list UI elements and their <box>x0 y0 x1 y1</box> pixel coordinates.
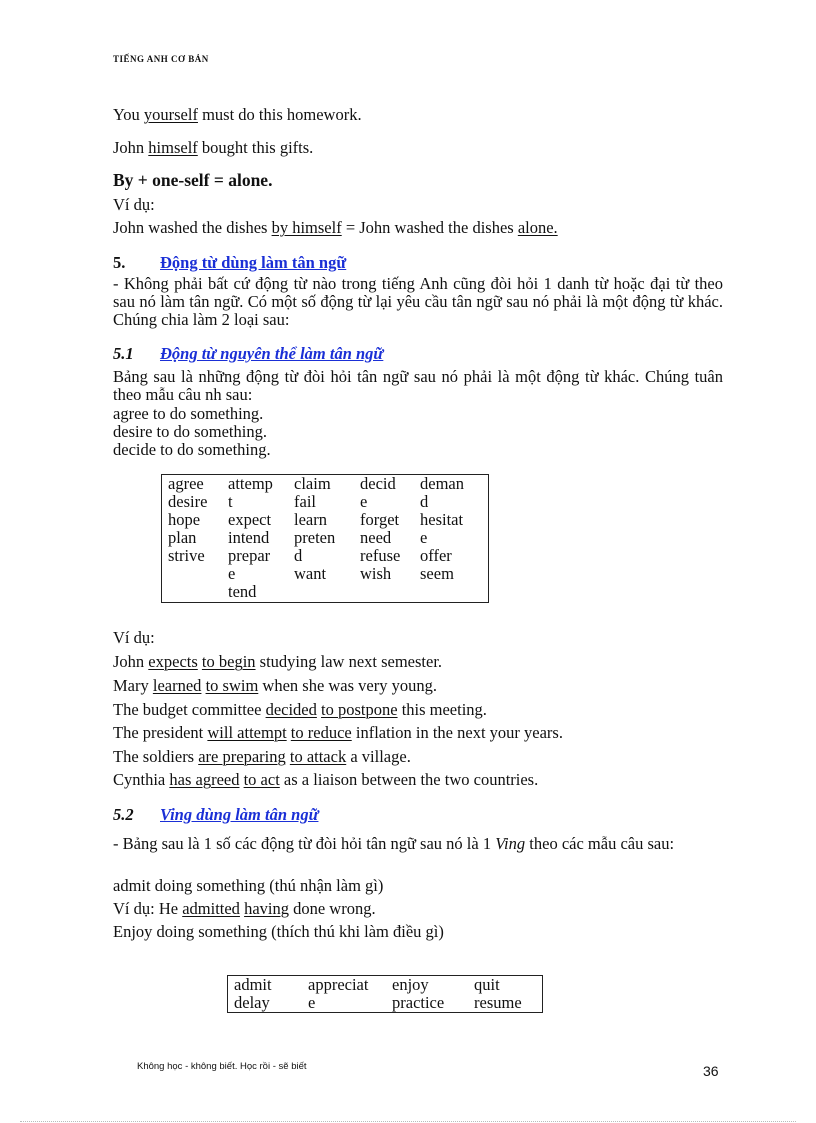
page-bottom-rule <box>20 1121 796 1122</box>
section-title: Động từ dùng làm tân ngữ <box>160 253 347 272</box>
section-5-1-paragraph: Bảng sau là những động từ đòi hỏi tân ngữ sau nó phải là một động từ khác. Chúng tuân theo mẫu câu nh sau: <box>113 367 723 404</box>
example-line: Cynthia has agreed to act as a liaison between the two countries. <box>113 770 539 789</box>
vidu-label: Ví dụ: <box>113 195 155 214</box>
example-line: John himself bought this gifts. <box>113 138 314 157</box>
vidu-label: Ví dụ: <box>113 628 155 647</box>
running-header: TIẾNG ANH CƠ BẢN <box>113 54 209 64</box>
rule-by-oneself: By + one-self = alone. <box>113 170 273 190</box>
table-cell: decid e forget need refuse wish <box>360 474 401 583</box>
pattern-line: Enjoy doing something (thích thú khi làm điều gì) <box>113 922 444 941</box>
section-5-paragraph: - Không phải bất cứ động từ nào trong tiếng Anh cũng đòi hỏi 1 danh từ hoặc đại từ theo sau nó làm tân ngữ. Có một số động từ lại yêu cầu tân ngữ sau nó phải là một động từ khác. Chúng chia làm 2 loại sau: <box>113 274 723 329</box>
table-cell: appreciat e <box>308 975 369 1012</box>
table-cell: enjoy practice <box>392 975 445 1012</box>
example-line: Ví dụ: He admitted having done wrong. <box>113 899 376 918</box>
section-5-1-heading <box>113 344 384 364</box>
pattern-line: decide to do something. <box>113 440 271 459</box>
page-number: 36 <box>703 1063 719 1079</box>
example-line: The soldiers are preparing to attack a village. <box>113 747 411 766</box>
infinitive-verbs-table <box>161 474 489 603</box>
pattern-line: desire to do something. <box>113 422 267 441</box>
section-5-heading <box>113 253 347 273</box>
section-number: 5.1 <box>113 344 134 363</box>
pattern-line: admit doing something (thú nhận làm gì) <box>113 876 384 895</box>
table-cell: deman d hesitat e offer seem <box>420 474 464 583</box>
example-line: The budget committee decided to postpone this meeting. <box>113 700 487 719</box>
example-line: Mary learned to swim when she was very young. <box>113 676 437 695</box>
ving-verbs-table <box>227 975 543 1013</box>
example-line: You yourself must do this homework. <box>113 105 362 124</box>
footer-motto: Không học - không biết. Học rồi - sẽ biết <box>137 1061 307 1072</box>
section-5-2-heading <box>113 805 319 825</box>
table-cell: attemp t expect intend prepar e tend <box>228 474 273 601</box>
table-cell: quit resume <box>474 975 522 1012</box>
table-cell: admit delay <box>234 975 272 1012</box>
example-line: The president will attempt to reduce inflation in the next your years. <box>113 723 563 742</box>
section-number: 5.2 <box>113 805 134 824</box>
table-cell: claim fail learn preten d want <box>294 474 336 583</box>
section-5-2-paragraph: - Bảng sau là 1 số các động từ đòi hỏi tân ngữ sau nó là 1 Ving theo các mẫu câu sau: <box>113 834 675 853</box>
example-line: John expects to begin studying law next semester. <box>113 652 443 671</box>
pattern-line: agree to do something. <box>113 404 264 423</box>
section-number: 5. <box>113 253 126 272</box>
table-cell: agree desire hope plan strive <box>168 474 208 565</box>
section-title: Ving dùng làm tân ngữ <box>160 805 319 824</box>
section-title: Động từ nguyên thể làm tân ngữ <box>160 344 384 363</box>
example-line: John washed the dishes by himself = John washed the dishes alone. <box>113 218 558 237</box>
